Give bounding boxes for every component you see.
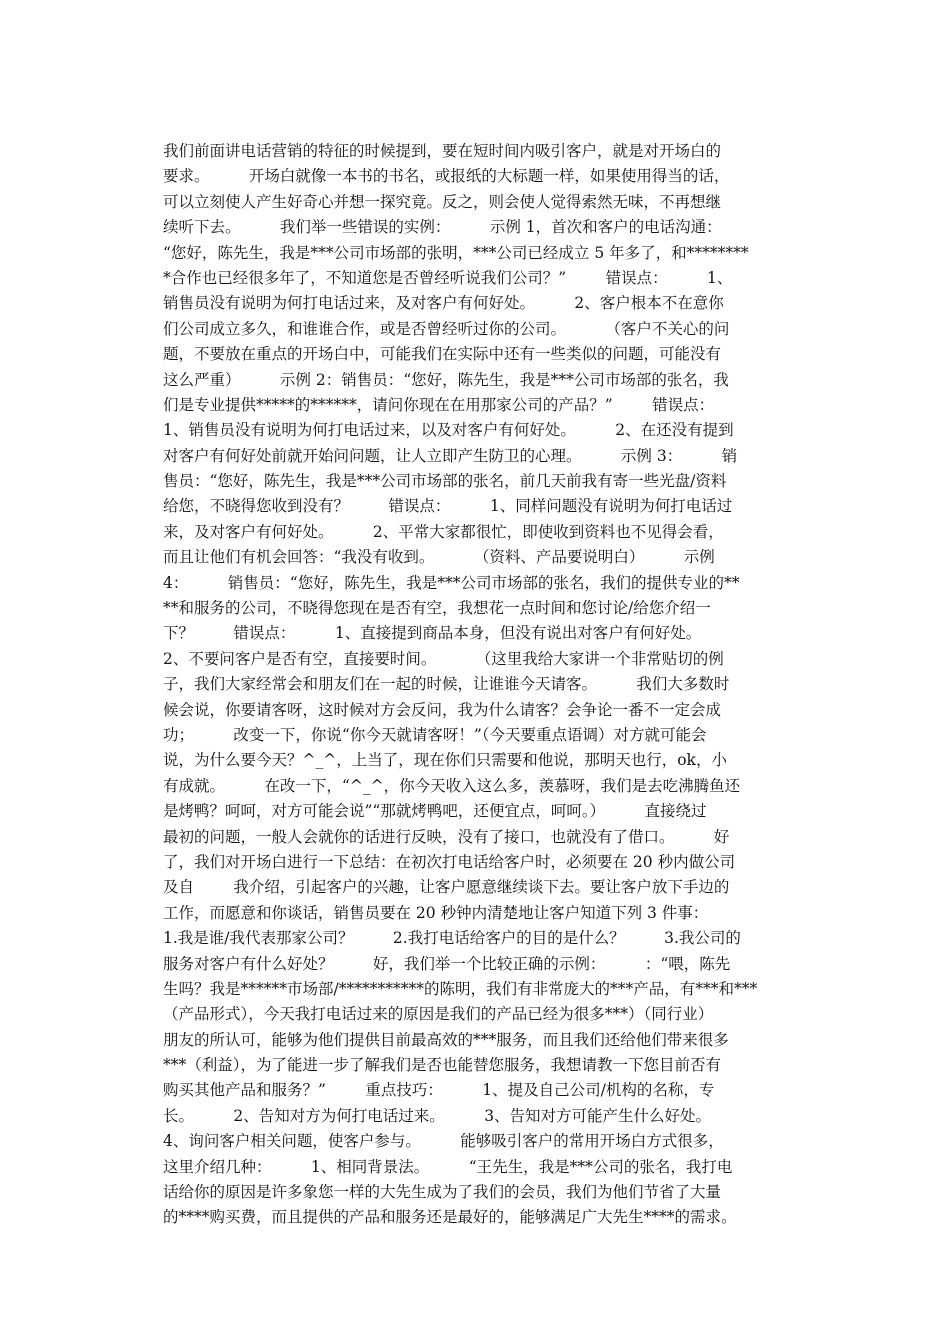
text-line: 给您，不晓得您收到没有？ 错误点： 1、同样问题没有说明为何打电话过 bbox=[163, 497, 733, 516]
text-line: **和服务的公司，不晓得您现在是否有空，我想花一点时间和您讨论/给您介绍一 bbox=[163, 599, 711, 618]
text-line: （产品形式），今天我打电话过来的原因是我们的产品已经为很多***）（同行业） bbox=[163, 1005, 714, 1024]
text-line: 1、销售员没有说明为何打电话过来，以及对客户有何好处。 2、在还没有提到 bbox=[163, 421, 734, 440]
text-line: 购买其他产品和服务？” 重点技巧： 1、提及自己公司/机构的名称，专 bbox=[163, 1081, 715, 1100]
text-line: 话给你的原因是许多象您一样的大先生成为了我们的会员，我们为他们节省了大量 bbox=[163, 1183, 722, 1202]
text-line: 来，及对客户有何好处。 2、平常大家都很忙，即使收到资料也不见得会看， bbox=[163, 522, 724, 541]
text-line: 4： 销售员：“您好，陈先生，我是***公司市场部的张名，我们的提供专业的** bbox=[163, 573, 740, 592]
text-line: “您好，陈先生，我是***公司市场部的张明，***公司已经成立 5 年多了，和******** bbox=[163, 243, 749, 262]
text-line: 候会说，你要请客呀，这时候对方会反问，我为什么请客？会争论一番不一定会成 bbox=[163, 700, 722, 719]
text-line: 1.我是谁/我代表那家公司？ 2.我打电话给客户的目的是什么？ 3.我公司的 bbox=[163, 929, 741, 948]
text-line: 续听下去。 我们举一些错误的实例： 示例 1，首次和客户的电话沟通： bbox=[163, 218, 722, 237]
text-line: 长。 2、告知对方为何打电话过来。 3、告知对方可能产生什么好处。 bbox=[163, 1106, 712, 1125]
text-line: 下？ 错误点： 1、直接提到商品本身，但没有说出对客户有何好处。 bbox=[163, 624, 702, 643]
text-line: 有成就。 在改一下，“^_^，你今天收入这么多，羡慕呀，我们是去吃沸腾鱼还 bbox=[163, 776, 741, 795]
text-line: 题，不要放在重点的开场白中，可能我们在实际中还有一些类似的问题，可能没有 bbox=[163, 345, 722, 364]
text-line: 功； 改变一下，你说“你今天就请客呀！”（今天要重点语调）对方就可能会 bbox=[163, 725, 707, 744]
body-text bbox=[163, 139, 787, 1231]
text-line: 这里介绍几种： 1、相同背景法。 “王先生，我是***公司的张名，我打电 bbox=[163, 1157, 733, 1176]
text-line: 是烤鸭？呵呵，对方可能会说”“那就烤鸭吧，还便宜点，呵呵。） 直接绕过 bbox=[163, 802, 707, 821]
text-line: 而且让他们有机会回答：“我没有收到。 （资料、产品要说明白） 示例 bbox=[163, 548, 715, 567]
text-line: 生吗？我是******市场部/***********的陈明，我们有非常庞大的***产品，有***和*** bbox=[163, 979, 758, 998]
text-line: 2、不要问客户是否有空，直接要时间。 （这里我给大家讲一个非常贴切的例 bbox=[163, 649, 724, 668]
text-line: 服务对客户有什么好处？ 好，我们举一个比较正确的示例： ：“喂，陈先 bbox=[163, 954, 731, 973]
text-line: 我们前面讲电话营销的特征的时候提到，要在短时间内吸引客户，就是对开场白的 bbox=[163, 142, 722, 160]
text-line: 子，我们大家经常会和朋友们在一起的时候，让谁谁今天请客。 我们大多数时 bbox=[163, 675, 730, 694]
text-line: 4、询问客户相关问题，使客户参与。 能够吸引客户的常用开场白方式很多， bbox=[163, 1132, 724, 1151]
text-line: 售员：“您好，陈先生，我是***公司市场部的张名，前几天前我有寄一些光盘/资料 bbox=[163, 472, 727, 491]
text-line: 及自 我介绍，引起客户的兴趣，让客户愿意继续谈下去。要让客户放下手边的 bbox=[163, 878, 730, 897]
text-line: ***（利益），为了能进一步了解我们是否也能替您服务，我想请教一下您目前否有 bbox=[163, 1056, 722, 1075]
text-line: 们公司成立多久，和谁谁合作，或是否曾经听过你的公司。 （客户不关心的问 bbox=[163, 319, 730, 338]
text-line: 朋友的所认可，能够为他们提供目前最高效的***服务，而且我们还给他们带来很多 bbox=[163, 1030, 729, 1049]
text-line: 工作，而愿意和你谈话，销售员要在 20 秒钟内清楚地让客户知道下列 3 件事： bbox=[163, 903, 709, 922]
text-line: 们是专业提供*****的******，请问你现在在用那家公司的产品？” 错误点： bbox=[163, 395, 715, 414]
text-line: 的****购买费，而且提供的产品和服务还是最好的，能够满足广大先生****的需求。 bbox=[163, 1208, 737, 1227]
text-line: 可以立刻使人产生好奇心并想一探究竟。反之，则会使人觉得索然无味，不再想继 bbox=[163, 192, 722, 211]
text-line: *合作也已经很多年了，不知道您是否曾经听说我们公司？” 错误点： 1、 bbox=[163, 268, 733, 287]
text-line: 销售员没有说明为何打电话过来，及对客户有何好处。 2、客户根本不在意你 bbox=[163, 294, 724, 313]
text-line: 要求。 开场白就像一本书的书名，或报纸的大标题一样，如果使用得当的话， bbox=[163, 167, 730, 186]
text-line: 说，为什么要今天？^_^，上当了，现在你们只需要和他说，那明天也行，ok，小 bbox=[163, 751, 727, 770]
text-line: 这么严重） 示例 2：销售员：“您好，陈先生，我是***公司市场部的张名，我 bbox=[163, 370, 729, 389]
text-line: 了，我们对开场白进行一下总结：在初次打电话给客户时，必须要在 20 秒内做公司 bbox=[163, 852, 736, 871]
text-line: 对客户有何好处前就开始问问题，让人立即产生防卫的心理。 示例 3： 销 bbox=[163, 446, 738, 465]
text-line: 最初的问题，一般人会就你的话进行反映，没有了接口，也就没有了借口。 好 bbox=[163, 827, 730, 846]
